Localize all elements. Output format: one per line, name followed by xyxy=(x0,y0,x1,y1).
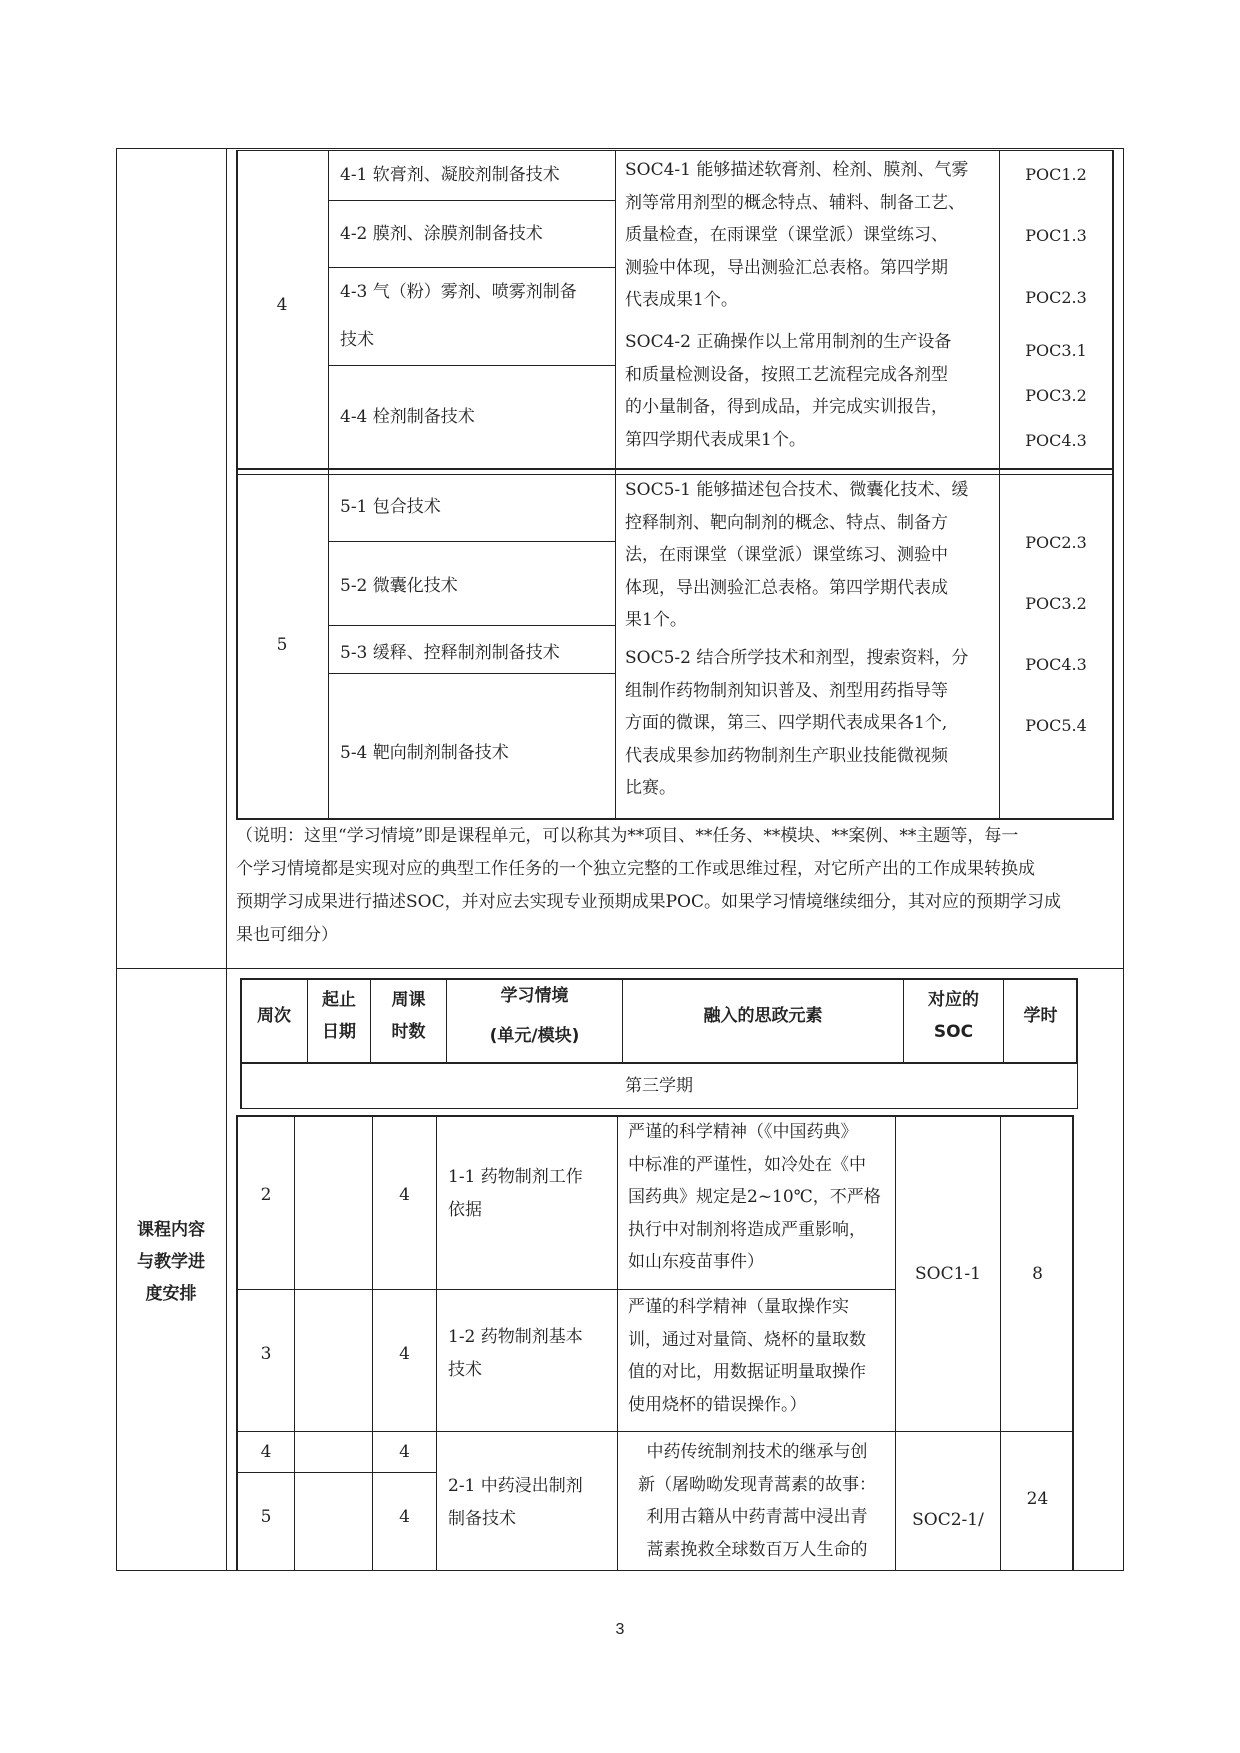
soc-cell: SOC1-1 xyxy=(915,1264,981,1284)
unit-item: 技术 xyxy=(340,330,374,350)
poc-code: POC2.3 xyxy=(1025,533,1087,552)
poc-code: POC2.3 xyxy=(1025,288,1087,307)
col-line xyxy=(436,1115,437,1571)
poc-code: POC3.2 xyxy=(1025,594,1087,613)
week-cell: 2 xyxy=(260,1185,272,1205)
row-line xyxy=(328,200,615,201)
header-hours: 学时 xyxy=(1023,1006,1058,1026)
header-situation: 学习情境 (单元/模块) xyxy=(489,986,580,1046)
explanatory-note: （说明：这里“学习情境”即是课程单元，可以称其为**项目、**任务、**模块、**案例、**主题等，每一 个学习情境都是实现对应的典型工作任务的一个独立完整的工作或思维过程，对它所产出的工作成果转换成 预期学习成果进行描述SOC，并对应去实现专业预期成果POC。如果学习情境继续细分，其对应的预期学习成 果也可细分） xyxy=(236,826,1061,945)
situation-cell: 1-1 药物制剂工作 依据 xyxy=(448,1167,583,1220)
week-cell: 4 xyxy=(260,1442,272,1462)
row-line xyxy=(328,625,615,626)
week-cell: 3 xyxy=(260,1344,272,1364)
hours-cell: 4 xyxy=(399,1185,410,1205)
unit-item: 5-2 微囊化技术 xyxy=(340,576,458,596)
soc-description: SOC5-2 结合所学技术和剂型，搜索资料，分 组制作药物制剂知识普及、剂型用药指导等 方面的微课，第三、四学期代表成果各1个, 代表成果参加药物制剂生产职业技能微视频 比赛。 xyxy=(625,648,969,798)
header-hours-per-week: 周课 时数 xyxy=(391,990,426,1042)
col-line xyxy=(617,1115,618,1571)
soc-description: SOC4-2 正确操作以上常用制剂的生产设备 和质量检测设备，按照工艺流程完成各剂型 的小量制备，得到成品，并完成实训报告， 第四学期代表成果1个。 xyxy=(625,332,952,450)
ideology-cell: 严谨的科学精神（《中国药典》 中标准的严谨性，如冷处在《中 国药典》规定是2~10℃，不严格 执行中对制剂将造成严重影响， 如山东疫苗事件） xyxy=(628,1122,881,1272)
poc-code: POC5.4 xyxy=(1025,716,1087,735)
outer-row-divider xyxy=(116,968,1124,969)
row-line xyxy=(236,1289,895,1290)
unit4-top-line xyxy=(236,150,1114,151)
row-line xyxy=(328,541,615,542)
section-label: 课程内容 与教学进 度安排 xyxy=(137,1220,205,1304)
unit-item: 5-4 靶向制剂制备技术 xyxy=(340,743,509,763)
poc-code: POC4.3 xyxy=(1025,431,1087,450)
semester-label: 第三学期 xyxy=(625,1076,693,1096)
unit-number: 4 xyxy=(276,295,288,315)
poc-code: POC1.3 xyxy=(1025,226,1087,245)
hours-cell: 4 xyxy=(399,1344,410,1364)
ideology-cell: 中药传统制剂技术的继承与创 新（屠呦呦发现青蒿素的故事： 利用古籍从中药青蒿中浸出青 蒿素挽救全球数百万人生命的 xyxy=(638,1442,876,1560)
poc-code: POC3.1 xyxy=(1025,341,1087,360)
header-ideology: 融入的思政元素 xyxy=(703,1006,823,1026)
hours-cell: 4 xyxy=(399,1442,410,1462)
hours-cell: 4 xyxy=(399,1507,410,1527)
col-line xyxy=(294,1115,295,1571)
outer-divider xyxy=(226,148,227,1571)
unit-item: 5-3 缓释、控释制剂制备技术 xyxy=(340,643,560,663)
poc-code: POC4.3 xyxy=(1025,655,1087,674)
header-week: 周次 xyxy=(257,1006,291,1026)
row-line xyxy=(236,1472,436,1473)
row-line xyxy=(328,673,615,674)
row-line xyxy=(328,267,615,268)
week-cell: 5 xyxy=(260,1507,272,1527)
soc-description: SOC5-1 能够描述包合技术、微囊化技术、缓 控释制剂、靶向制剂的概念、特点、制备方 法，在雨课堂（课堂派）课堂练习、测验中 体现，导出测验汇总表格。第四学期代表成 果1个。 xyxy=(625,480,969,630)
unit-item: 4-4 栓剂制备技术 xyxy=(340,407,475,427)
header-soc: 对应的 SOC xyxy=(928,990,979,1042)
row-line xyxy=(328,365,615,366)
hours-total-cell: 24 xyxy=(1026,1489,1049,1509)
soc-cell: SOC2-1/ xyxy=(912,1510,984,1530)
poc-code: POC1.2 xyxy=(1025,165,1087,184)
unit-item: 4-2 膜剂、涂膜剂制备技术 xyxy=(340,224,543,244)
col-line xyxy=(895,1115,896,1571)
ideology-cell: 严谨的科学精神（量取操作实 训，通过对量筒、烧杯的量取数 值的对比，用数据证明量取操作 使用烧杯的错误操作。） xyxy=(628,1297,866,1415)
situation-cell: 2-1 中药浸出制剂 制备技术 xyxy=(448,1476,583,1529)
unit-item: 4-1 软膏剂、凝胶剂制备技术 xyxy=(340,165,560,185)
page-number: 3 xyxy=(615,1621,625,1638)
unit-number: 5 xyxy=(276,635,288,655)
unit-divider xyxy=(236,468,1114,470)
row-line xyxy=(236,1431,1074,1432)
poc-code: POC3.2 xyxy=(1025,386,1087,405)
header-dates: 起止 日期 xyxy=(322,990,356,1042)
hours-total-cell: 8 xyxy=(1032,1264,1043,1284)
unit-item: 5-1 包合技术 xyxy=(340,497,441,517)
soc-description: SOC4-1 能够描述软膏剂、栓剂、膜剂、气雾 剂等常用剂型的概念特点、辅料、制备工艺、 质量检查，在雨课堂（课堂派）课堂练习、 测验中体现，导出测验汇总表格。第四学期 代表成果1个。 xyxy=(625,160,969,310)
unit-item: 4-3 气（粉）雾剂、喷雾剂制备 xyxy=(340,282,577,302)
col-line xyxy=(328,150,329,820)
situation-cell: 1-2 药物制剂基本 技术 xyxy=(448,1327,583,1380)
col-line xyxy=(615,150,616,820)
